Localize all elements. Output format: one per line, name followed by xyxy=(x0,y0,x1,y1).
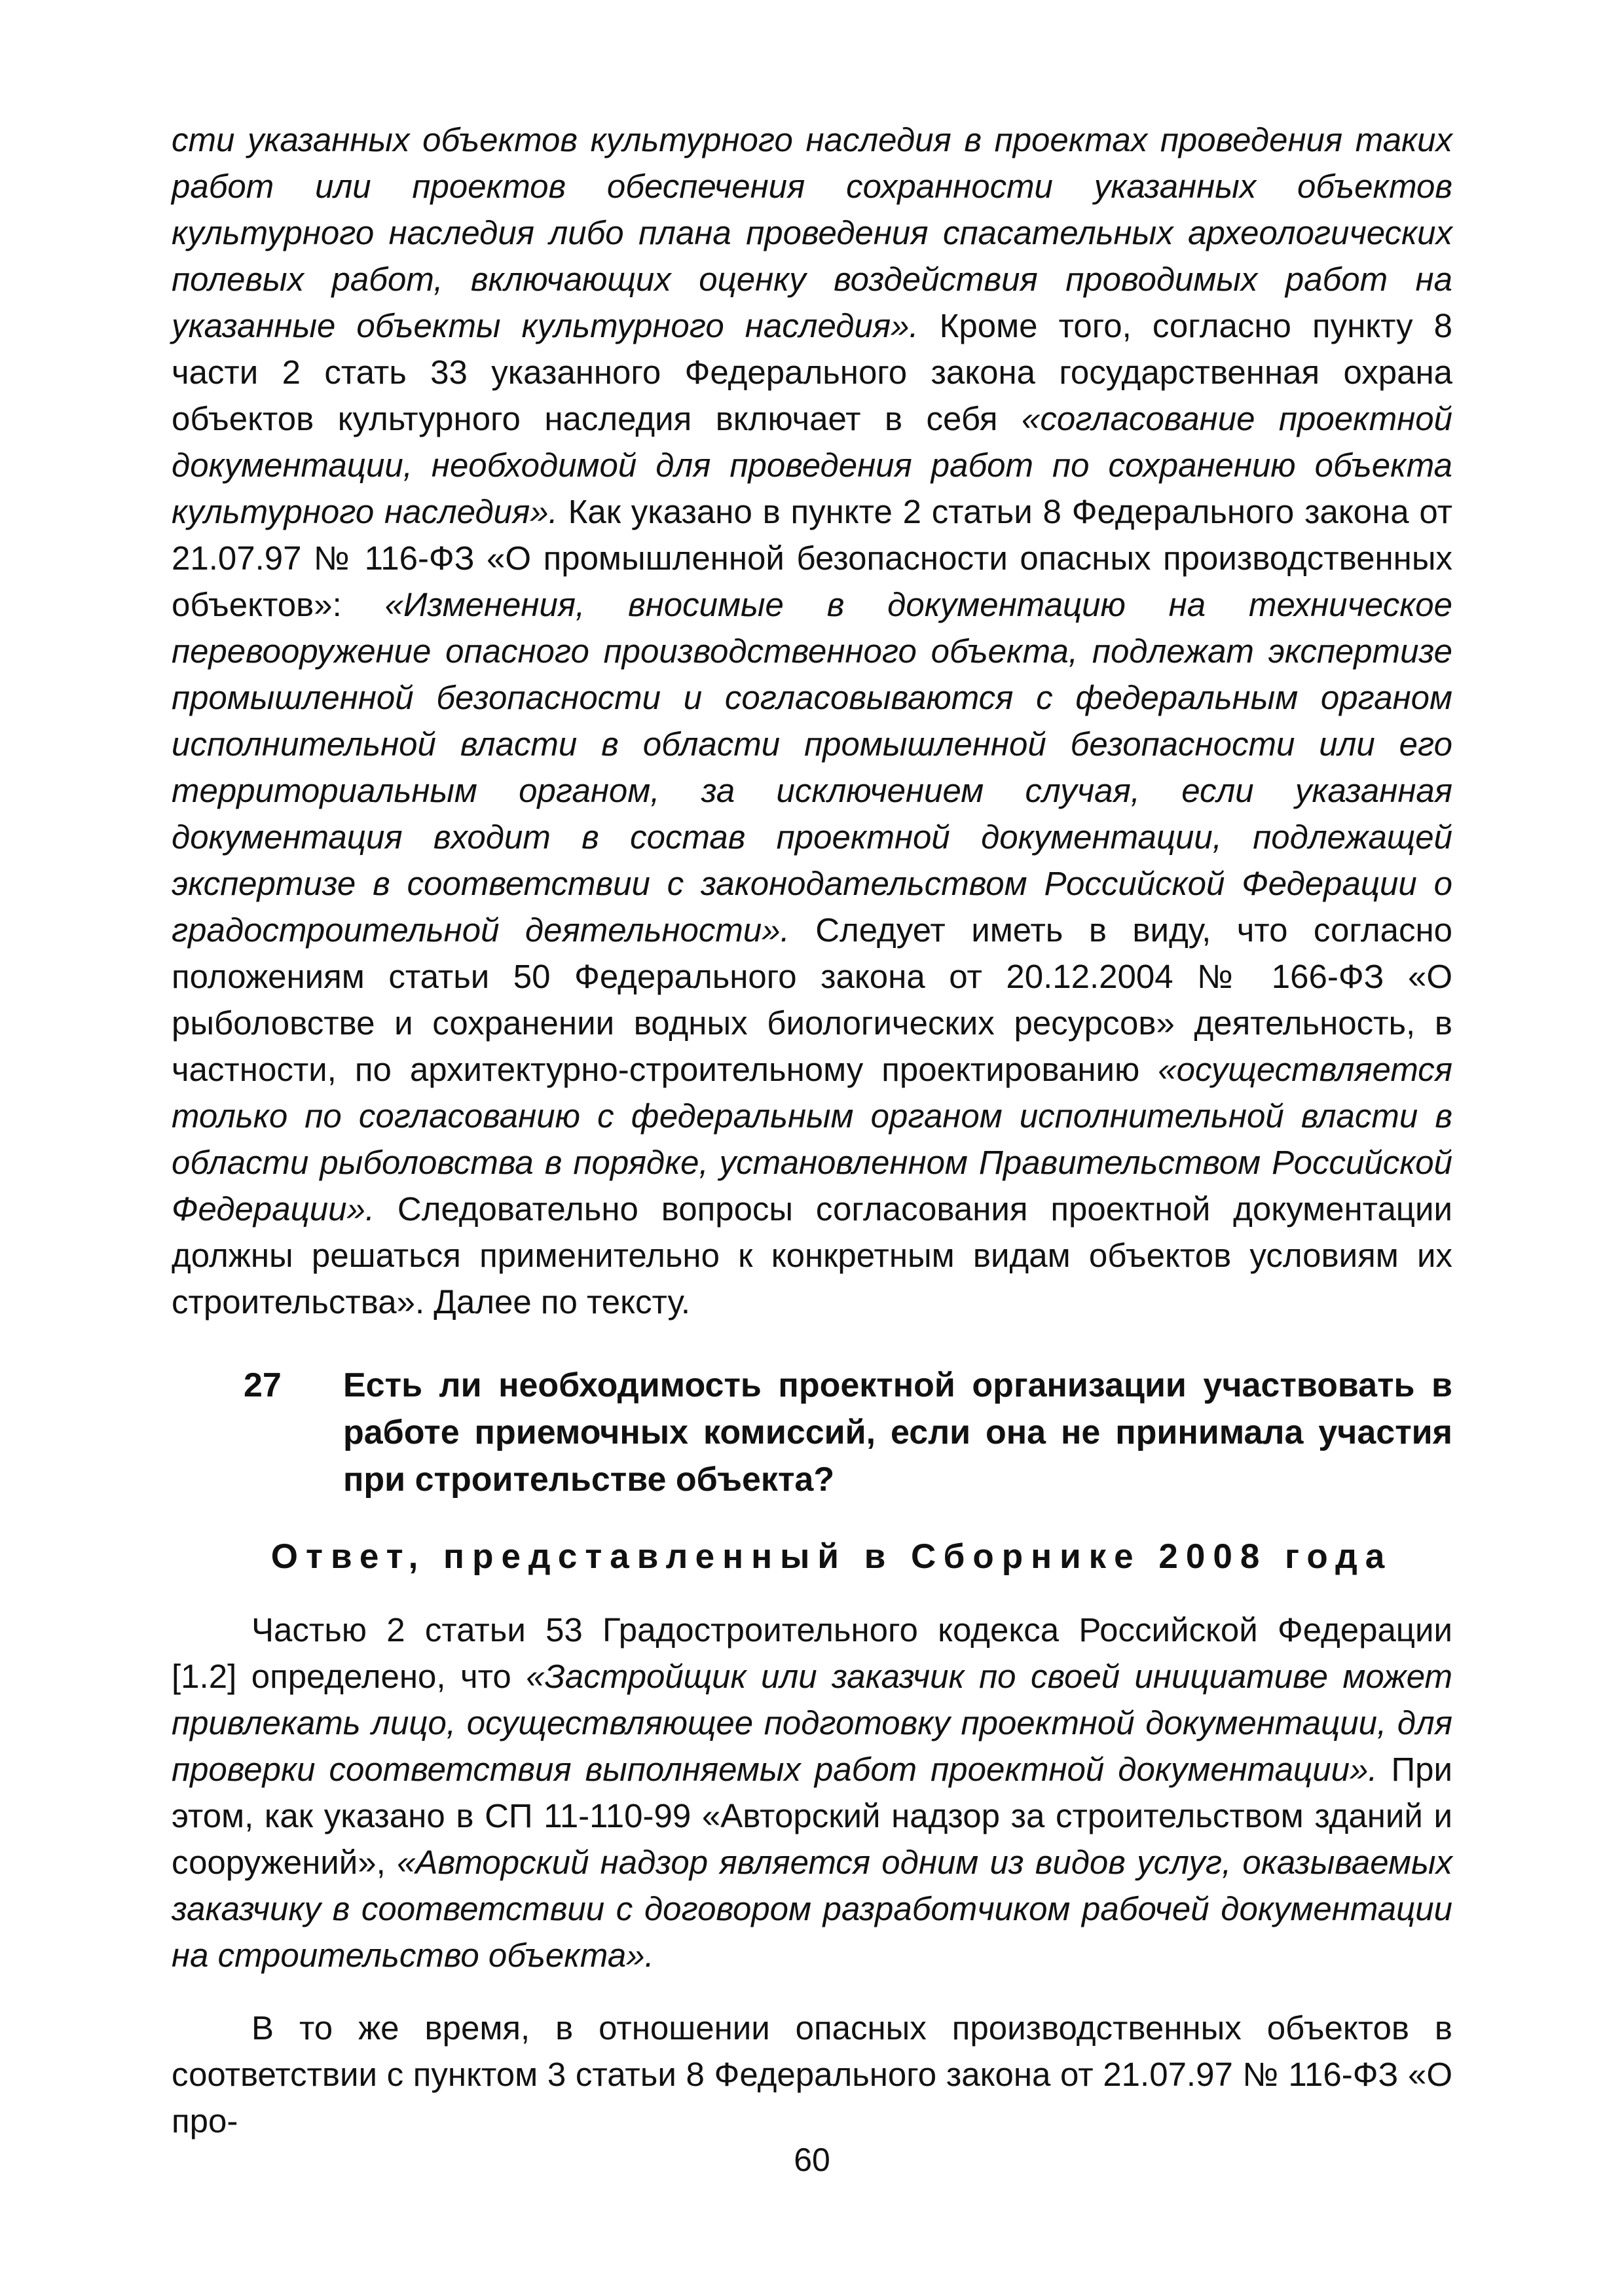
quote-text: «осуществляется только по согласованию с федеральным органом исполнительной власти в области рыболовства в порядке, установленном Правительством Российской Федерации». xyxy=(172,1051,1452,1228)
body-text: Частью 2 статьи 53 Градостроительного кодекса Российской Федерации [1.2] определено, что xyxy=(172,1611,1452,1695)
body-text: При этом, как указано в СП 11-110-99 «Авторский надзор за строительством зданий и сооружений», xyxy=(172,1751,1452,1881)
quote-text: «согласование проектной документации, необходимой для проведения работ по сохранению объекта культурного наследия». xyxy=(172,400,1452,530)
body-text: Кроме того, согласно пункту 8 части 2 стать 33 указанного Федерального закона государственная охрана объектов культурного наследия включает в себя xyxy=(172,307,1452,437)
answer-paragraph xyxy=(172,1607,1452,1978)
answer-heading: Ответ, представленный в Сборнике 2008 года xyxy=(270,1537,1393,1576)
quote-text: «Изменения, вносимые в документацию на техническое перевооружение опасного производственного объекта, подлежат экспертизе промышленной безопасности и согласовываются с федеральным органом исполнительной власти в области промышленной безопасности или его территориальным органом, за исключением случая, если указанная документация входит в состав проектной документации, подлежащей экспертизе в соответствии с законодательством Российской Федерации о градостроительной деятельности». xyxy=(172,586,1452,949)
answer-paragraph: В то же время, в отношении опасных производственных объектов в соответствии с пунктом 3 статьи 8 Федерального закона от 21.07.97 № 116-ФЗ «О про- xyxy=(172,2009,1452,2140)
page-number: 60 xyxy=(794,2141,830,2178)
question-block xyxy=(172,1362,1452,1503)
document-page xyxy=(172,117,1452,2144)
body-text: Как указано в пункте 2 статьи 8 Федерального закона от 21.07.97 № 116-ФЗ «О промышленной безопасности опасных производственных объектов»: xyxy=(172,493,1453,623)
body-text: Следовательно вопросы согласования проектной документации должны решаться применительно к конкретным видам объектов условиям их строительства». Далее по тексту. xyxy=(172,1190,1452,1321)
question-number: 27 xyxy=(244,1366,282,1404)
quote-text: «Застройщик или заказчик по своей инициативе может привлекать лицо, осуществляющее подготовку проектной документации, для проверки соответствия выполняемых работ проектной документации». xyxy=(172,1658,1452,1788)
quote-text: «Авторский надзор является одним из видов услуг, оказываемых заказчику в соответствии с договором разработчиком рабочей документации на строительство объекта». xyxy=(172,1844,1452,1974)
continuation-paragraph xyxy=(172,117,1452,1325)
body-text: Следует иметь в виду, что согласно положениям статьи 50 Федерального закона от 20.12.2004 № 166-ФЗ «О рыболовстве и сохранении водных биологических ресурсов» деятельность, в частности, по архитектурно-строительному проектированию xyxy=(172,911,1452,1088)
question-text: Есть ли необходимость проектной организации участвовать в работе приемочных комиссий, если она не принимала участия при строительстве объекта? xyxy=(343,1366,1452,1499)
quote-text: сти указанных объектов культурного наследия в проектах проведения таких работ или проектов обеспечения сохранности указанных объектов культурного наследия либо плана проведения спасательных археологических полевых работ, включающих оценку воздействия проводимых работ на указанные объекты культурного наследия». xyxy=(172,121,1452,344)
